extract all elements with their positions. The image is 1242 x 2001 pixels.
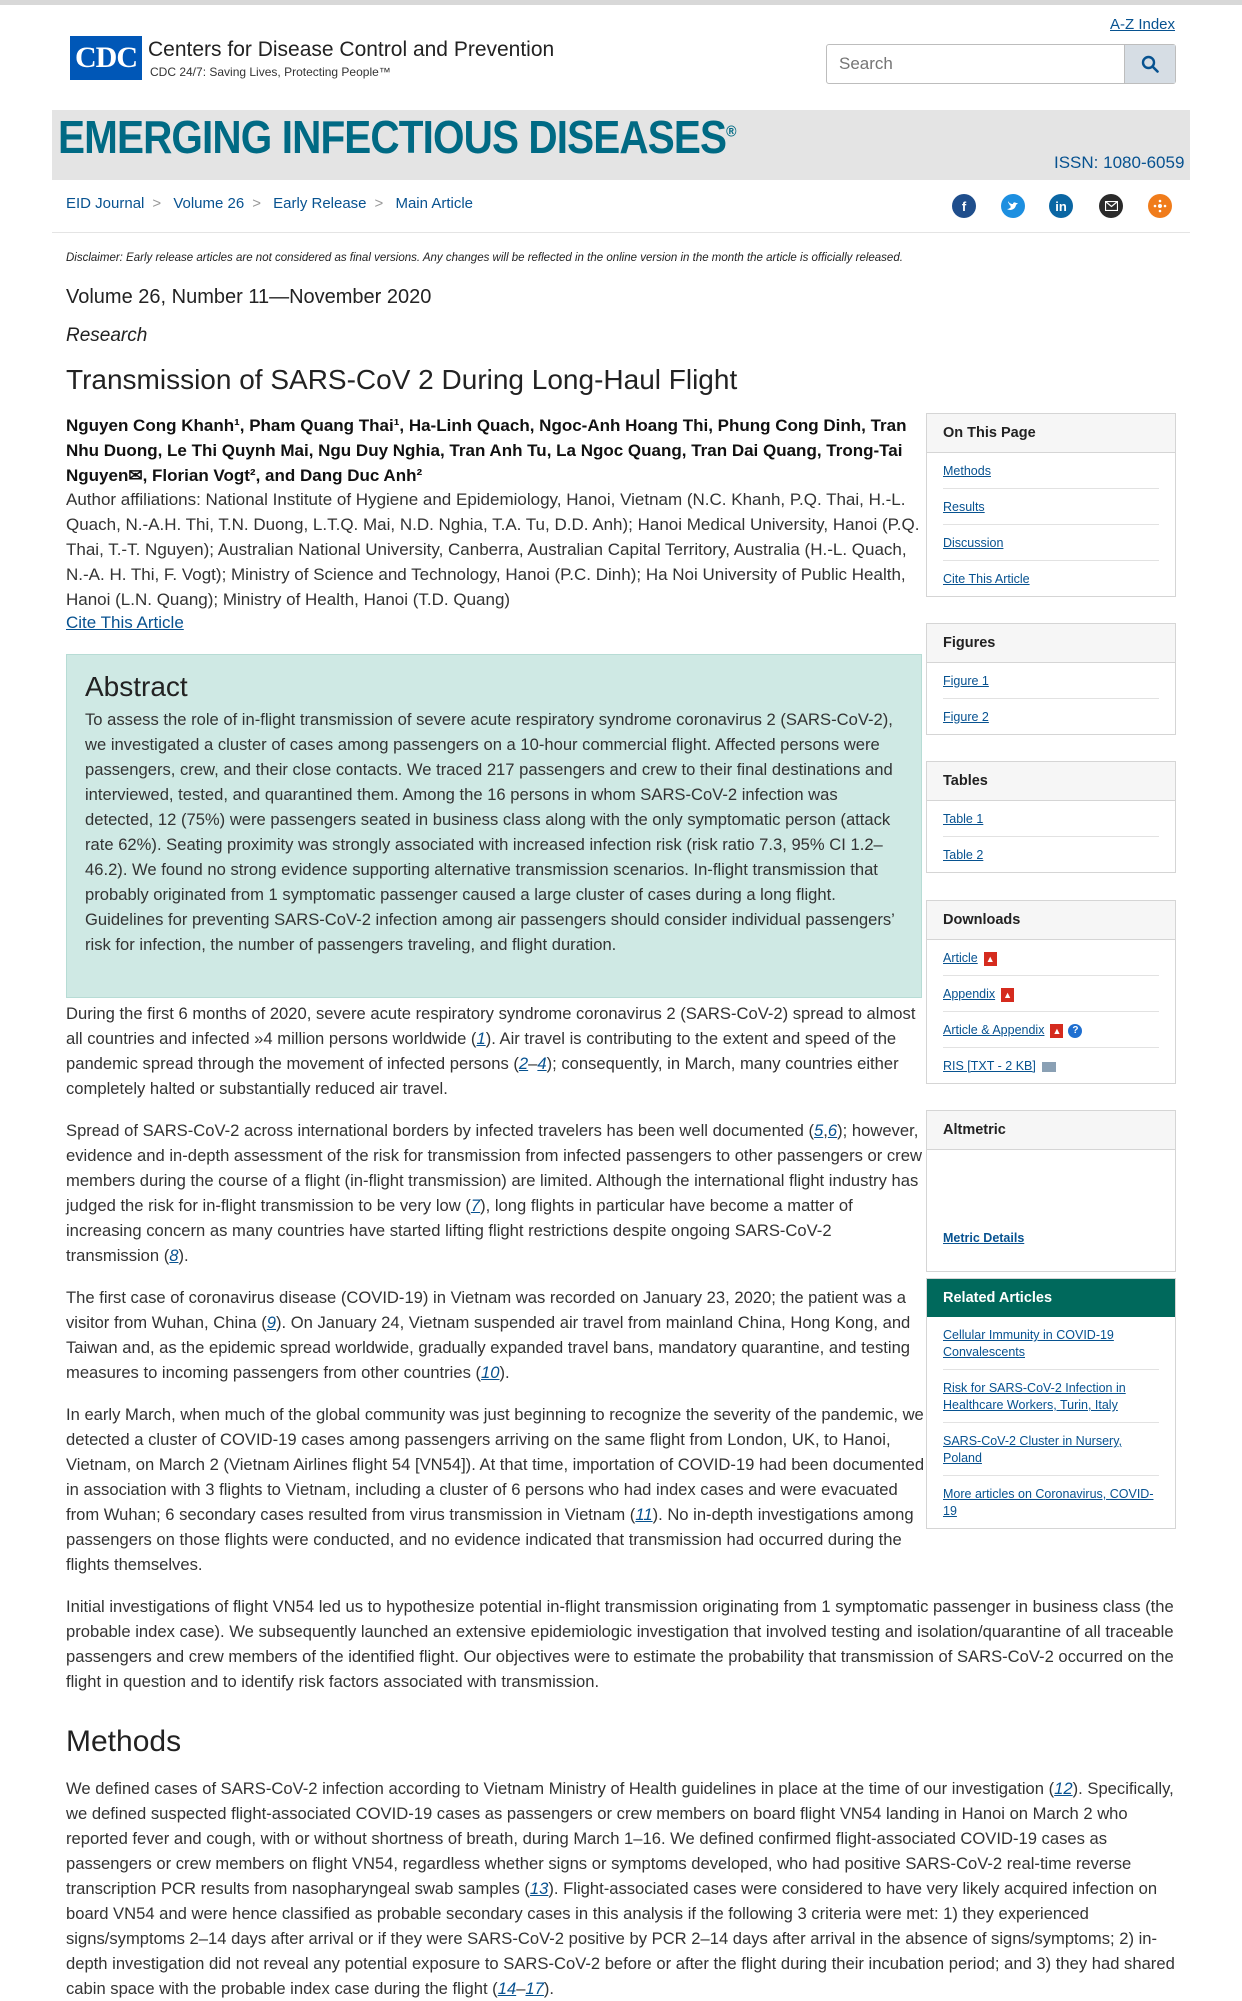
text-file-icon xyxy=(1042,1062,1056,1072)
altmetric-box xyxy=(926,1110,1176,1272)
paragraph-text: ). Air travel is contributing to the extent and speed of the pandemic spread through the movement of infected persons ( xyxy=(66,1029,897,1073)
paragraph-text: – xyxy=(516,1979,526,1998)
altmetric-heading: Altmetric xyxy=(927,1111,1175,1150)
body-paragraph-5 xyxy=(66,1594,1182,1694)
download-ris-link[interactable]: RIS [TXT - 2 KB] xyxy=(943,1059,1036,1073)
article-type: Research xyxy=(66,325,148,346)
reference-link[interactable]: 5 xyxy=(814,1121,824,1140)
help-icon[interactable]: ? xyxy=(1068,1024,1082,1038)
org-name[interactable]: Centers for Disease Control and Prevention xyxy=(148,38,555,61)
body-paragraph-3 xyxy=(66,1285,928,1385)
table-2-link[interactable]: Table 2 xyxy=(943,848,984,862)
org-tagline: CDC 24/7: Saving Lives, Protecting People™ xyxy=(150,65,391,79)
paragraph-text: ). Flight-associated cases were considered to have very likely acquired infection on board VN54 and were hence classified as probable secondary cases in this analysis if the following 3 criteria were met: 1) they experienced signs/symptoms 2–14 days after arrival or if they were SARS-CoV-2 positive by PCR 2–14 days after arrival in the absence of signs/symptoms; 2) in-depth investigation did not reveal any potential exposure to SARS-CoV-2 before or after the flight during their incubation period; and 3) they had shared cabin space with the probable index case during the flight ( xyxy=(66,1879,1175,1998)
methods-heading: Methods xyxy=(66,1725,182,1758)
envelope-glyph xyxy=(1105,201,1118,211)
pdf-icon: ▲ xyxy=(984,952,997,966)
figures-box xyxy=(926,623,1176,735)
paragraph-text: Spread of SARS-CoV-2 across international borders by infected travelers has been well documented ( xyxy=(66,1121,815,1140)
related-article-link[interactable]: Cellular Immunity in COVID-19 Convalescents xyxy=(943,1328,1114,1359)
top-bar xyxy=(0,0,1242,5)
paragraph-text: ), long flights in particular have become a matter of increasing concern as many countries have started lifting flight restrictions despite ongoing SARS-CoV-2 transmission ( xyxy=(66,1196,853,1265)
paragraph-text: – xyxy=(528,1054,538,1073)
reference-link[interactable]: 13 xyxy=(529,1879,549,1898)
related-article-link[interactable]: SARS-CoV-2 Cluster in Nursery, Poland xyxy=(943,1434,1122,1465)
reference-link[interactable]: 9 xyxy=(266,1313,276,1332)
author-affiliations: Author affiliations: National Institute of Hygiene and Epidemiology, Hanoi, Vietnam (N.C. Khanh, P.Q. Thai, H.-L. Quach, N.-A.H. Thi, T.N. Duong, L.T.Q. Mai, N.D. Nghia, T.A. Tu, D.D. Anh); Hanoi Medical University, Hanoi (P.Q. Thai, T.-T. Nguyen); Australian National University, Canberra, Australian Capital Territory, Australia (H.-L. Quach, N.-A. H. Thi, F. Vogt); Ministry of Science and Technology, Hanoi (P.C. Dinh); Ha Noi University of Public Health, Hanoi (L.N. Quang); Ministry of Health, Hanoi (T.D. Quang) xyxy=(66,490,920,609)
downloads-box xyxy=(926,900,1176,1084)
disclaimer: Disclaimer: Early release articles are not considered as final versions. Any changes will be reflected in the online version in the month the article is officially released. xyxy=(66,252,903,264)
related-articles-box xyxy=(926,1278,1176,1529)
author-list: Nguyen Cong Khanh¹, Pham Quang Thai¹, Ha-Linh Quach, Ngoc-Anh Hoang Thi, Phung Cong Dinh, Tran Nhu Duong, Le Thi Quynh Mai, Ngu Duy Nghia, Tran Anh Tu, La Ngoc Quang, Tran Dai Quang, Trong-Tai Nguyen✉, Florian Vogt², and Dang Duc Anh² xyxy=(66,416,907,485)
bird-glyph xyxy=(1006,200,1020,212)
cdc-logo[interactable]: CDC xyxy=(70,36,142,80)
figure-1-link[interactable]: Figure 1 xyxy=(943,674,989,688)
reference-link[interactable]: 7 xyxy=(470,1196,481,1215)
paragraph-text: ). xyxy=(178,1246,189,1265)
article-title: Transmission of SARS-CoV 2 During Long-Haul Flight xyxy=(66,364,738,395)
reference-link[interactable]: 11 xyxy=(635,1505,653,1524)
paragraph-text: Initial investigations of flight VN54 led us to hypothesize potential in-flight transmission originating from 1 symptomatic passenger in business class (the probable index case). We subsequently launched an extensive epidemiologic investigation that involved testing and isolation/quarantine of all traceable passengers and crew members of the identified flight. Our objectives were to estimate the probability that transmission of SARS-CoV-2 occurred on the flight in question and to identify risk factors associated with transmission. xyxy=(66,1597,1174,1691)
related-article-link[interactable]: Risk for SARS-CoV-2 Infection in Healthcare Workers, Turin, Italy xyxy=(943,1381,1126,1412)
reference-link[interactable]: 2 xyxy=(518,1054,529,1073)
abstract-box xyxy=(66,654,922,998)
journal-banner xyxy=(52,110,1190,180)
on-this-page-heading: On This Page xyxy=(927,414,1175,453)
journal-title[interactable]: EMERGING INFECTIOUS DISEASES® xyxy=(58,111,736,163)
paragraph-text: ). No in-depth investigations among passengers on those flights were conducted, and no evidence indicated that transmission had occurred during the flights themselves. xyxy=(66,1505,914,1574)
breadcrumb: EID Journal > Volume 26 > Early Release > Main Article xyxy=(66,195,473,212)
reference-link[interactable]: 17 xyxy=(525,1979,544,1998)
paragraph-text: During the first 6 months of 2020, severe acute respiratory syndrome coronavirus 2 (SARS-CoV-2) spread to almost all countries and infected »4 million persons worldwide ( xyxy=(66,1004,916,1048)
breadcrumb-eid-journal[interactable]: EID Journal xyxy=(66,195,145,212)
paragraph-text: In early March, when much of the global community was just beginning to recognize the severity of the pandemic, we detected a cluster of COVID-19 cases among passengers arriving on the same flight from London, UK, to Hanoi, Vietnam, on March 2 (Vietnam Airlines flight 54 [VN54]). At that time, importation of COVID-19 had been documented in association with 3 flights to Vietnam, including a cluster of 6 persons who had index cases and were evacuated from Wuhan; 6 secondary cases resulted from virus transmission in Vietnam ( xyxy=(66,1405,925,1524)
related-articles-heading: Related Articles xyxy=(927,1279,1175,1317)
facebook-icon[interactable]: f xyxy=(952,194,976,218)
reference-link[interactable]: 1 xyxy=(476,1029,486,1048)
search-icon xyxy=(1141,55,1159,73)
abstract-heading: Abstract xyxy=(85,671,188,702)
issn: ISSN: 1080-6059 xyxy=(1054,153,1185,172)
paragraph-text: , xyxy=(823,1121,828,1140)
toc-discussion-link[interactable]: Discussion xyxy=(943,536,1004,550)
breadcrumb-main-article[interactable]: Main Article xyxy=(395,195,473,212)
paragraph-text: ). Specifically, we defined suspected flight-associated COVID-19 cases as passengers or crew members on board flight VN54 landing in Hanoi on March 2 who reported fever and cough, with or without shortness of breath, during March 1–16. We defined confirmed flight-associated COVID-19 cases as passengers or crew members on flight VN54, regardless whether signs or symptoms developed, who had positive SARS-CoV-2 real-time reverse transcription PCR results from nasopharyngeal swab samples ( xyxy=(66,1779,1174,1898)
divider xyxy=(52,232,1190,233)
reference-link[interactable]: 10 xyxy=(481,1363,500,1382)
volume-info: Volume 26, Number 11—November 2020 xyxy=(66,286,432,308)
toc-results-link[interactable]: Results xyxy=(943,500,985,514)
search-box xyxy=(826,44,1176,84)
paragraph-text: The first case of coronavirus disease (COVID-19) in Vietnam was recorded on January 23, 2020; the patient was a visitor from Wuhan, China ( xyxy=(66,1288,906,1332)
body-paragraph-1 xyxy=(66,1001,928,1101)
pdf-icon: ▲ xyxy=(1050,1024,1063,1038)
cite-this-article-link[interactable]: Cite This Article xyxy=(66,613,184,632)
reference-link[interactable]: 4 xyxy=(537,1054,547,1073)
breadcrumb-early-release[interactable]: Early Release xyxy=(273,195,367,212)
tables-box xyxy=(926,761,1176,873)
related-article-link[interactable]: More articles on Coronavirus, COVID-19 xyxy=(943,1487,1154,1518)
paragraph-text: ); however, evidence and in-depth assessment of the risk for transmission from infected passengers to other passengers or crew members during the course of a flight (in-flight transmission) are limited. Although the international flight industry has judged the risk for in-flight transmission to be very low ( xyxy=(66,1121,922,1215)
breadcrumb-volume[interactable]: Volume 26 xyxy=(173,195,245,212)
toc-cite-link[interactable]: Cite This Article xyxy=(943,572,1030,586)
syndicate-glyph xyxy=(1153,199,1167,213)
paragraph-text: ). xyxy=(543,1979,555,1998)
figures-heading: Figures xyxy=(927,624,1175,663)
download-appendix-link[interactable]: Appendix xyxy=(943,987,996,1001)
email-icon[interactable] xyxy=(1099,194,1123,218)
reference-link[interactable]: 6 xyxy=(827,1121,838,1140)
reference-link[interactable]: 12 xyxy=(1054,1779,1073,1798)
body-paragraph-4 xyxy=(66,1402,928,1577)
on-this-page-box xyxy=(926,413,1176,597)
download-article-link[interactable]: Article xyxy=(943,951,978,965)
linkedin-icon[interactable]: in xyxy=(1049,194,1073,218)
search-button[interactable] xyxy=(1124,45,1175,83)
twitter-icon[interactable] xyxy=(1001,194,1025,218)
body-paragraph-2 xyxy=(66,1118,928,1268)
toc-methods-link[interactable]: Methods xyxy=(943,464,991,478)
search-input[interactable] xyxy=(827,45,1124,83)
figure-2-link[interactable]: Figure 2 xyxy=(943,710,989,724)
az-index-link[interactable]: A-Z Index xyxy=(1110,16,1176,33)
syndicate-icon[interactable] xyxy=(1148,194,1172,218)
paragraph-text: ); consequently, in March, many countries either completely halted or substantially reduced air travel. xyxy=(66,1054,899,1098)
table-1-link[interactable]: Table 1 xyxy=(943,812,984,826)
download-article-appendix-link[interactable]: Article & Appendix xyxy=(943,1023,1045,1037)
paragraph-text: ). xyxy=(499,1363,510,1382)
tables-heading: Tables xyxy=(927,762,1175,801)
reference-link[interactable]: 14 xyxy=(497,1979,517,1998)
abstract-text: To assess the role of in-flight transmission of severe acute respiratory syndrome coronavirus 2 (SARS-CoV-2), we investigated a cluster of cases among passengers on a 10-hour commercial flight. Affected persons were passengers, crew, and their close contacts. We traced 217 passengers and crew to their final destinations and interviewed, tested, and quarantined them. Among the 16 persons in whom SARS-CoV-2 infection was detected, 12 (75%) were passengers seated in business class along with the only symptomatic person (attack rate 62%). Seating proximity was strongly associated with increased infection risk (risk ratio 7.3, 95% CI 1.2–46.2). We found no strong evidence supporting alternative transmission scenarios. In-flight transmission that probably originated from 1 symptomatic passenger caused a large cluster of cases during a long flight. Guidelines for preventing SARS-CoV-2 infection among air passengers should consider individual passengers’ risk for infection, the number of passengers traveling, and flight duration. xyxy=(85,710,895,954)
paragraph-text: We defined cases of SARS-CoV-2 infection according to Vietnam Ministry of Health guidelines in place at the time of our investigation ( xyxy=(66,1779,1055,1798)
paragraph-text: ). On January 24, Vietnam suspended air travel from mainland China, Hong Kong, and Taiwan and, as the epidemic spread worldwide, gradually expanded travel bans, mandatory quarantine, and testing measures to incoming passengers from other countries ( xyxy=(66,1313,911,1382)
downloads-heading: Downloads xyxy=(927,901,1175,940)
pdf-icon: ▲ xyxy=(1001,988,1014,1002)
reference-link[interactable]: 8 xyxy=(169,1246,179,1265)
methods-paragraph xyxy=(66,1776,1182,2001)
metric-details-link[interactable]: Metric Details xyxy=(943,1231,1025,1245)
